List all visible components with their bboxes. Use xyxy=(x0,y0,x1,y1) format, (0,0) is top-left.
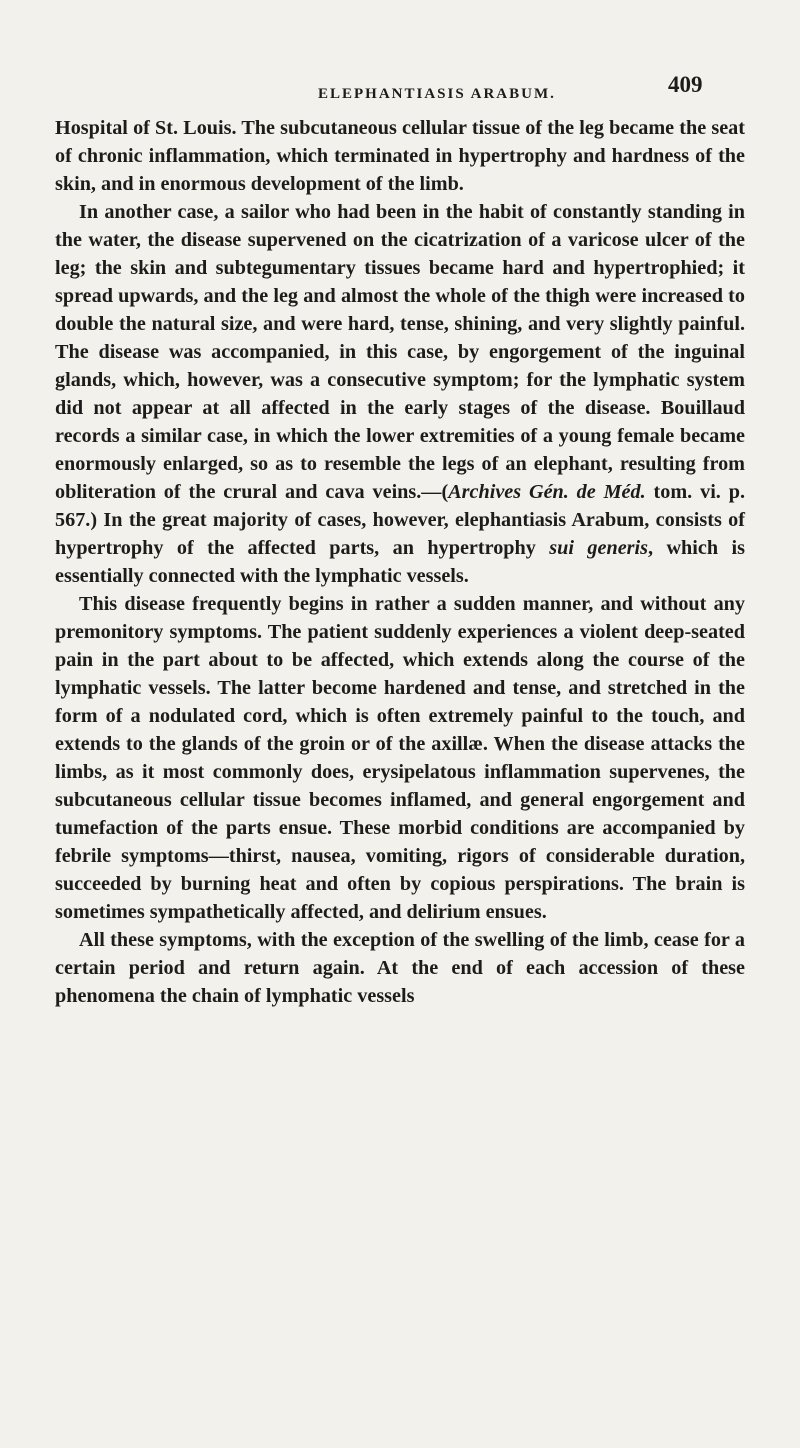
page-number: 409 xyxy=(668,72,703,97)
paragraph-3 xyxy=(55,590,745,926)
body-text xyxy=(55,114,745,1010)
paragraph-2-text: In another case, a sailor who had been in the habit of constantly standing in the water, the disease supervened on the cicatrization of a varicose ulcer of the leg; the skin and subtegumentary tissues became hard and hypertrophied; it spread upwards, and the leg and almost the whole of the thigh were increased to double the natural size, and were hard, tense, shining, and very slightly painful. The disease was accompanied, in this case, by engorgement of the inguinal glands, which, however, was a consecutive symptom; for the lymphatic system did not appear at all affected in the early stages of the disease. Bouillaud records a similar case, in which the lower extremities of a young female became enormously enlarged, so as to resemble the legs of an elephant, resulting from obliteration of the crural and cava veins.—( xyxy=(55,201,745,503)
paragraph-1-text: Hospital of St. Louis. The subcutaneous cellular tissue of the leg became the seat of chronic inflammation, which terminated in hypertrophy and hardness of the skin, and in enormous development of the limb. xyxy=(55,117,745,195)
paragraph-3-text: This disease frequently begins in rather a sudden manner, and without any premonitory symptoms. The patient suddenly experiences a violent deep-seated pain in the part about to be affected, which extends along the course of the lymphatic vessels. The latter become hardened and tense, and stretched in the form of a nodulated cord, which is often extremely painful to the touch, and extends to the glands of the groin or of the axillæ. When the disease attacks the limbs, as it most commonly does, erysipelatous inflammation supervenes, the subcutaneous cellular tissue becomes inflamed, and general engorgement and tumefaction of the parts ensue. These morbid conditions are accompanied by febrile symptoms—thirst, nausea, vomiting, rigors of considerable duration, succeeded by burning heat and often by copious perspirations. The brain is sometimes sympathetically affected, and delirium ensues. xyxy=(55,593,745,923)
paragraph-1 xyxy=(55,114,745,198)
latin-phrase: sui generis xyxy=(549,537,648,559)
running-head: ELEPHANTIASIS ARABUM. xyxy=(318,86,556,102)
paragraph-4 xyxy=(55,926,745,1010)
paragraph-4-text: All these symptoms, with the exception of the swelling of the limb, cease for a certain period and return again. At the end of each accession of these phenomena the chain of lymphatic vessels xyxy=(55,929,745,1007)
paragraph-2-text-cont: tom. vi. p. 567.) In the great majority of cases, however, elephantiasis Arabum, consists of hypertrophy of the affected parts, an hypertrophy xyxy=(55,481,746,559)
citation-archives: Archives Gén. de Méd. xyxy=(448,481,646,503)
paragraph-2 xyxy=(55,198,745,590)
paragraph-2-text-end: , which is essentially connected with the lymphatic vessels. xyxy=(55,537,745,587)
